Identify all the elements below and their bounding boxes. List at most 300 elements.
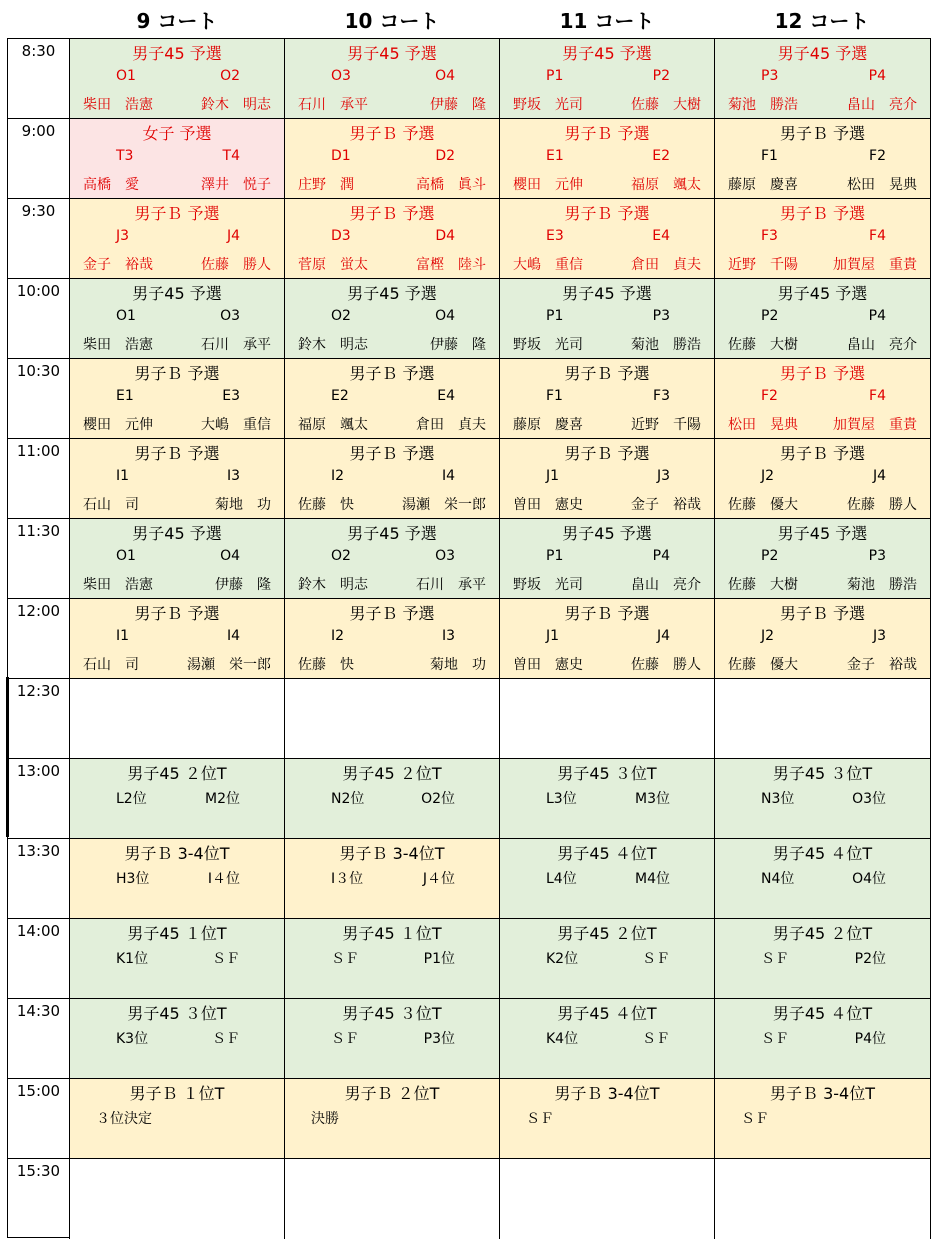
match-title: 男子Ｂ 3-4位T (770, 1084, 875, 1103)
match-cell (500, 999, 715, 1079)
slot-left: O2 (331, 308, 351, 324)
schedule-row (8, 518, 931, 598)
slot-right: I3 (226, 468, 240, 484)
slot-left: T3 (116, 148, 134, 164)
slot-right: F2 (869, 148, 886, 164)
time-slot-label: 9:00 (8, 119, 70, 199)
slot-left: F1 (546, 388, 563, 404)
player-left: 曽田 憲史 (513, 657, 583, 673)
player-right: 松田 晃典 (847, 177, 917, 193)
match-title: 男子45 ３位T (127, 1004, 227, 1023)
player-right: 倉田 貞夫 (416, 417, 486, 433)
match-title: 男子Ｂ 予選 (349, 364, 435, 383)
player-left: 佐藤 快 (298, 657, 354, 673)
slot-left: K1位 (116, 951, 149, 967)
slot-right: J4 (872, 468, 886, 484)
player-right: 金子 裕哉 (847, 657, 917, 673)
match-title: 男子45 予選 (562, 524, 652, 543)
slot-left: D3 (331, 228, 351, 244)
player-right: 石川 承平 (201, 337, 271, 353)
match-cell (285, 919, 500, 999)
court-header-1: 9 コート (136, 8, 218, 33)
player-left: 石山 司 (83, 657, 139, 673)
time-slot-label: 10:30 (8, 359, 70, 439)
match-cell (285, 679, 500, 759)
slot-right: E4 (437, 388, 455, 404)
slot-left: O1 (116, 548, 136, 564)
slot-right: ＳＦ (212, 1031, 240, 1047)
player-left: 石山 司 (83, 497, 139, 513)
match-title: 男子45 予選 (132, 284, 222, 303)
time-slot-label: 14:30 (8, 999, 70, 1079)
time-slot-label: 15:30 (8, 1159, 70, 1239)
slot-right: O3 (435, 548, 455, 564)
slot-left: P1 (546, 308, 564, 324)
slot-left: P1 (546, 548, 564, 564)
match-cell (715, 519, 931, 599)
match-title: 男子Ｂ 予選 (779, 444, 866, 463)
match-cell (500, 119, 715, 199)
player-right: 湯瀬 栄一郎 (402, 497, 486, 513)
match-cell (285, 1079, 500, 1159)
time-slot-label: 11:00 (8, 439, 70, 519)
player-right: 加賀屋 重貴 (833, 257, 917, 273)
match-title: 男子45 予選 (132, 524, 222, 543)
slot-right: E2 (652, 148, 670, 164)
match-cell (70, 599, 285, 679)
match-cell (285, 1159, 500, 1239)
match-cell (500, 919, 715, 999)
time-slot-label: 12:30 (8, 679, 70, 759)
match-title: 男子45 ３位T (772, 764, 873, 783)
match-title: 男子Ｂ 予選 (349, 124, 435, 143)
player-left: 金子 裕哉 (83, 257, 153, 273)
match-cell (500, 439, 715, 519)
match-cell (285, 759, 500, 839)
slot-left: K3位 (116, 1031, 149, 1047)
player-left: 近野 千陽 (728, 257, 798, 273)
player-right: 畠山 亮介 (847, 337, 917, 353)
player-left: 柴田 浩憲 (83, 577, 153, 593)
match-cell (285, 39, 500, 119)
slot-right: M4位 (635, 871, 670, 887)
schedule-row (8, 758, 931, 838)
slot-left: I３位 (331, 871, 364, 887)
slot-left: L3位 (546, 791, 577, 807)
slot-right: M2位 (205, 791, 240, 807)
slot-right: O4位 (852, 871, 886, 887)
slot-left: I1 (116, 628, 130, 644)
match-cell (70, 119, 285, 199)
player-right: 大嶋 重信 (201, 417, 271, 433)
match-cell (70, 279, 285, 359)
court-header-3: 11 コート (559, 8, 655, 33)
player-left: 佐藤 優大 (728, 497, 798, 513)
row-marker-line (6, 677, 9, 837)
time-slot-label: 15:00 (8, 1079, 70, 1159)
slot-left: P2 (761, 308, 779, 324)
player-right: 佐藤 勝人 (847, 497, 917, 513)
slot-left: F3 (761, 228, 778, 244)
match-title: 男子45 ３位T (557, 764, 657, 783)
player-right: 倉田 貞夫 (631, 257, 701, 273)
slot-left: P1 (546, 68, 564, 84)
schedule-row (8, 1078, 931, 1158)
time-slot-label: 13:30 (8, 839, 70, 919)
slot-right: P1位 (423, 951, 455, 967)
match-cell (715, 119, 931, 199)
court-header-2: 10 コート (344, 8, 440, 33)
match-title: 男子45 １位T (342, 924, 442, 943)
player-right: 菊池 勝浩 (631, 337, 701, 353)
slot-left: O2 (331, 548, 351, 564)
time-slot-label: 11:30 (8, 519, 70, 599)
slot-left: E1 (546, 148, 564, 164)
slot-right: ＳＦ (642, 951, 670, 967)
player-right: 富樫 陸斗 (416, 257, 486, 273)
player-right: 佐藤 勝人 (201, 257, 271, 273)
match-title: 男子Ｂ 3-4位T (339, 844, 445, 863)
player-left: 佐藤 優大 (728, 657, 798, 673)
player-right: 近野 千陽 (631, 417, 701, 433)
slot-right: J4 (656, 628, 670, 644)
slot-right: P4位 (854, 1031, 886, 1047)
match-cell (70, 199, 285, 279)
match-cell (70, 919, 285, 999)
slot-left: ＳＦ (761, 951, 789, 967)
slot-right: O2位 (421, 791, 455, 807)
time-slot-label: 10:00 (8, 279, 70, 359)
match-cell (715, 679, 931, 759)
player-left: 柴田 浩憲 (83, 97, 153, 113)
match-title: 男子Ｂ 予選 (779, 204, 866, 223)
match-cell (715, 919, 931, 999)
player-left: 野坂 光司 (513, 97, 583, 113)
slot-right: J４位 (422, 871, 455, 887)
match-title: 男子Ｂ 予選 (349, 604, 435, 623)
slot-left: E1 (116, 388, 134, 404)
time-slot-label: 13:00 (8, 759, 70, 839)
slot-right: O3位 (852, 791, 886, 807)
schedule-row (8, 198, 931, 278)
player-left: 佐藤 大樹 (728, 577, 798, 593)
match-cell (285, 439, 500, 519)
match-cell (500, 519, 715, 599)
match-cell (285, 519, 500, 599)
player-right: 鈴木 明志 (201, 97, 271, 113)
slot-right: F4 (869, 388, 886, 404)
player-right: 佐藤 大樹 (631, 97, 701, 113)
match-cell (70, 839, 285, 919)
player-left: 藤原 慶喜 (728, 177, 798, 193)
player-right: 石川 承平 (416, 577, 486, 593)
match-cell (285, 839, 500, 919)
match-cell (500, 1159, 715, 1239)
match-cell (715, 359, 931, 439)
slot-left: ＳＦ (761, 1031, 789, 1047)
slot-left: J3 (116, 228, 130, 244)
match-title: 男子45 予選 (347, 524, 437, 543)
player-left: 佐藤 大樹 (728, 337, 798, 353)
player-left: 菅原 蛍太 (298, 257, 368, 273)
match-cell (715, 599, 931, 679)
player-left: 鈴木 明志 (298, 337, 368, 353)
slot-right: F4 (869, 228, 886, 244)
match-cell (500, 39, 715, 119)
match-cell (285, 279, 500, 359)
match-title: 男子Ｂ 3-4位T (554, 1084, 660, 1103)
match-title: 男子45 予選 (347, 284, 437, 303)
schedule-row (8, 998, 931, 1078)
slot-left: P2 (761, 548, 779, 564)
match-title: 男子Ｂ 予選 (134, 204, 220, 223)
slot-right: P4 (652, 548, 670, 564)
time-slot-label: 12:00 (8, 599, 70, 679)
match-title: 男子45 ３位T (342, 1004, 442, 1023)
slot-right: E4 (652, 228, 670, 244)
player-right: 澤井 悦子 (201, 177, 271, 193)
slot-right: P4 (868, 68, 886, 84)
match-cell (70, 39, 285, 119)
slot-right: ＳＦ (212, 951, 240, 967)
player-right: 菊池 勝浩 (847, 577, 917, 593)
slot-left: I2 (331, 628, 345, 644)
player-left: 柴田 浩憲 (83, 337, 153, 353)
slot-left: N2位 (331, 791, 365, 807)
slot-left: I1 (116, 468, 130, 484)
slot-right: O2 (220, 68, 240, 84)
match-cell (285, 599, 500, 679)
player-right: 佐藤 勝人 (631, 657, 701, 673)
match-cell (70, 759, 285, 839)
match-cell (70, 519, 285, 599)
match-title: 男子Ｂ 予選 (779, 124, 866, 143)
schedule-table (7, 38, 930, 1238)
slot-right: M3位 (635, 791, 670, 807)
slot-right: O4 (435, 308, 455, 324)
match-title: 男子Ｂ 予選 (564, 604, 650, 623)
slot-right: O4 (435, 68, 455, 84)
match-cell (500, 759, 715, 839)
time-slot-label: 9:30 (8, 199, 70, 279)
match-cell (715, 39, 931, 119)
slot-right: D2 (435, 148, 455, 164)
court-header-4: 12 コート (774, 8, 870, 33)
player-left: 曽田 憲史 (513, 497, 583, 513)
match-cell (715, 1159, 931, 1239)
player-left: 高橋 愛 (83, 177, 139, 193)
match-title: 男子45 ４位T (557, 1004, 657, 1023)
slot-right: P2 (652, 68, 670, 84)
match-title: 男子Ｂ 予選 (564, 444, 650, 463)
slot-right: O3 (220, 308, 240, 324)
player-right: 金子 裕哉 (631, 497, 701, 513)
schedule-row (8, 278, 931, 358)
match-title: 男子45 ４位T (557, 844, 657, 863)
match-cell (70, 439, 285, 519)
match-title: 男子45 予選 (562, 284, 652, 303)
slot-left: H3位 (116, 871, 150, 887)
match-cell (500, 1079, 715, 1159)
schedule-row (8, 38, 931, 118)
schedule-row (8, 598, 931, 678)
match-cell (715, 999, 931, 1079)
slot-left: ＳＦ (526, 1111, 554, 1127)
match-cell (715, 199, 931, 279)
player-left: 大嶋 重信 (513, 257, 583, 273)
player-left: 野坂 光司 (513, 577, 583, 593)
match-cell (70, 359, 285, 439)
slot-left: N3位 (761, 791, 795, 807)
match-title: 男子45 ４位T (772, 844, 873, 863)
player-left: 松田 晃典 (728, 417, 798, 433)
player-right: 湯瀬 栄一郎 (187, 657, 271, 673)
match-title: 男子Ｂ ２位T (344, 1084, 440, 1103)
player-left: 野坂 光司 (513, 337, 583, 353)
slot-right: P2位 (854, 951, 886, 967)
schedule-row (8, 838, 931, 918)
slot-left: ＳＦ (331, 1031, 359, 1047)
match-cell (285, 359, 500, 439)
match-cell (500, 839, 715, 919)
slot-left: F1 (761, 148, 778, 164)
slot-right: E3 (222, 388, 240, 404)
slot-left: L2位 (116, 791, 147, 807)
slot-left: O3 (331, 68, 351, 84)
slot-right: I4 (226, 628, 240, 644)
match-cell (500, 279, 715, 359)
schedule-row (8, 918, 931, 998)
slot-right: I3 (441, 628, 455, 644)
slot-right: F3 (653, 388, 670, 404)
match-cell (715, 439, 931, 519)
player-right: 畠山 亮介 (631, 577, 701, 593)
match-cell (285, 999, 500, 1079)
match-cell (70, 1159, 285, 1239)
slot-left: ＳＦ (741, 1111, 769, 1127)
player-left: 菊池 勝浩 (728, 97, 798, 113)
slot-right: P4 (868, 308, 886, 324)
slot-left: E2 (331, 388, 349, 404)
time-slot-label: 14:00 (8, 919, 70, 999)
match-title: 男子45 予選 (777, 524, 868, 543)
slot-left: I2 (331, 468, 345, 484)
match-title: 男子45 ２位T (772, 924, 873, 943)
match-cell (285, 199, 500, 279)
slot-right: J4 (226, 228, 240, 244)
slot-right: I4 (441, 468, 455, 484)
match-title: 男子Ｂ 予選 (349, 444, 435, 463)
player-left: 櫻田 元伸 (83, 417, 153, 433)
slot-left: J2 (761, 468, 775, 484)
schedule-row (8, 118, 931, 198)
slot-right: D4 (435, 228, 455, 244)
match-cell (285, 119, 500, 199)
match-title: 男子Ｂ 予選 (134, 604, 220, 623)
match-cell (500, 359, 715, 439)
slot-left: ＳＦ (331, 951, 359, 967)
slot-right: I４位 (207, 871, 240, 887)
slot-left: K2位 (546, 951, 579, 967)
match-cell (500, 679, 715, 759)
slot-right: P3 (652, 308, 670, 324)
match-title: 男子45 予選 (777, 284, 868, 303)
player-left: 藤原 慶喜 (513, 417, 583, 433)
slot-right: P3位 (423, 1031, 455, 1047)
match-cell (70, 999, 285, 1079)
player-right: 福原 颯太 (631, 177, 701, 193)
slot-left: O1 (116, 68, 136, 84)
slot-right: P3 (868, 548, 886, 564)
match-title: 男子Ｂ 予選 (779, 364, 866, 383)
player-right: 畠山 亮介 (847, 97, 917, 113)
player-left: 庄野 潤 (298, 177, 354, 193)
slot-left: D1 (331, 148, 351, 164)
slot-left: J2 (761, 628, 775, 644)
match-title: 男子Ｂ 予選 (564, 364, 650, 383)
match-title: 男子45 １位T (127, 924, 227, 943)
match-title: 男子45 予選 (347, 44, 437, 63)
slot-right: O4 (220, 548, 240, 564)
match-title: 男子45 予選 (132, 44, 222, 63)
match-title: 男子Ｂ 予選 (349, 204, 435, 223)
match-title: 男子Ｂ 予選 (779, 604, 866, 623)
schedule-row (8, 358, 931, 438)
match-cell (500, 599, 715, 679)
slot-right: J3 (872, 628, 886, 644)
player-left: 福原 颯太 (298, 417, 368, 433)
player-right: 高橋 眞斗 (416, 177, 486, 193)
player-left: 櫻田 元伸 (513, 177, 583, 193)
player-left: 鈴木 明志 (298, 577, 368, 593)
match-title: 男子45 ２位T (557, 924, 657, 943)
match-cell (715, 1079, 931, 1159)
match-title: 男子45 ４位T (772, 1004, 873, 1023)
slot-left: P3 (761, 68, 779, 84)
player-right: 伊藤 隆 (430, 337, 486, 353)
slot-left: L4位 (546, 871, 577, 887)
slot-left: J1 (546, 628, 560, 644)
slot-right: J3 (656, 468, 670, 484)
match-title: 男子45 予選 (777, 44, 868, 63)
player-right: 加賀屋 重貴 (833, 417, 917, 433)
match-title: 男子Ｂ 予選 (134, 364, 220, 383)
time-slot-label: 8:30 (8, 39, 70, 119)
slot-right: ＳＦ (642, 1031, 670, 1047)
match-title: 男子Ｂ 予選 (564, 204, 650, 223)
player-left: 石川 承平 (298, 97, 368, 113)
player-left: 佐藤 快 (298, 497, 354, 513)
match-title: 男子45 ２位T (127, 764, 227, 783)
match-title: 男子Ｂ １位T (129, 1084, 225, 1103)
slot-left: O1 (116, 308, 136, 324)
match-cell (500, 199, 715, 279)
slot-left: K4位 (546, 1031, 579, 1047)
schedule-row (8, 678, 931, 758)
match-title: 男子Ｂ 3-4位T (124, 844, 230, 863)
match-title: 男子45 予選 (562, 44, 652, 63)
schedule-row (8, 1158, 931, 1238)
player-right: 伊藤 隆 (215, 577, 271, 593)
slot-left: J1 (546, 468, 560, 484)
slot-right: T4 (222, 148, 240, 164)
match-cell (70, 679, 285, 759)
slot-left: N4位 (761, 871, 795, 887)
match-cell (715, 279, 931, 359)
slot-left: 決勝 (311, 1111, 339, 1127)
player-right: 菊地 功 (215, 497, 271, 513)
player-right: 伊藤 隆 (430, 97, 486, 113)
